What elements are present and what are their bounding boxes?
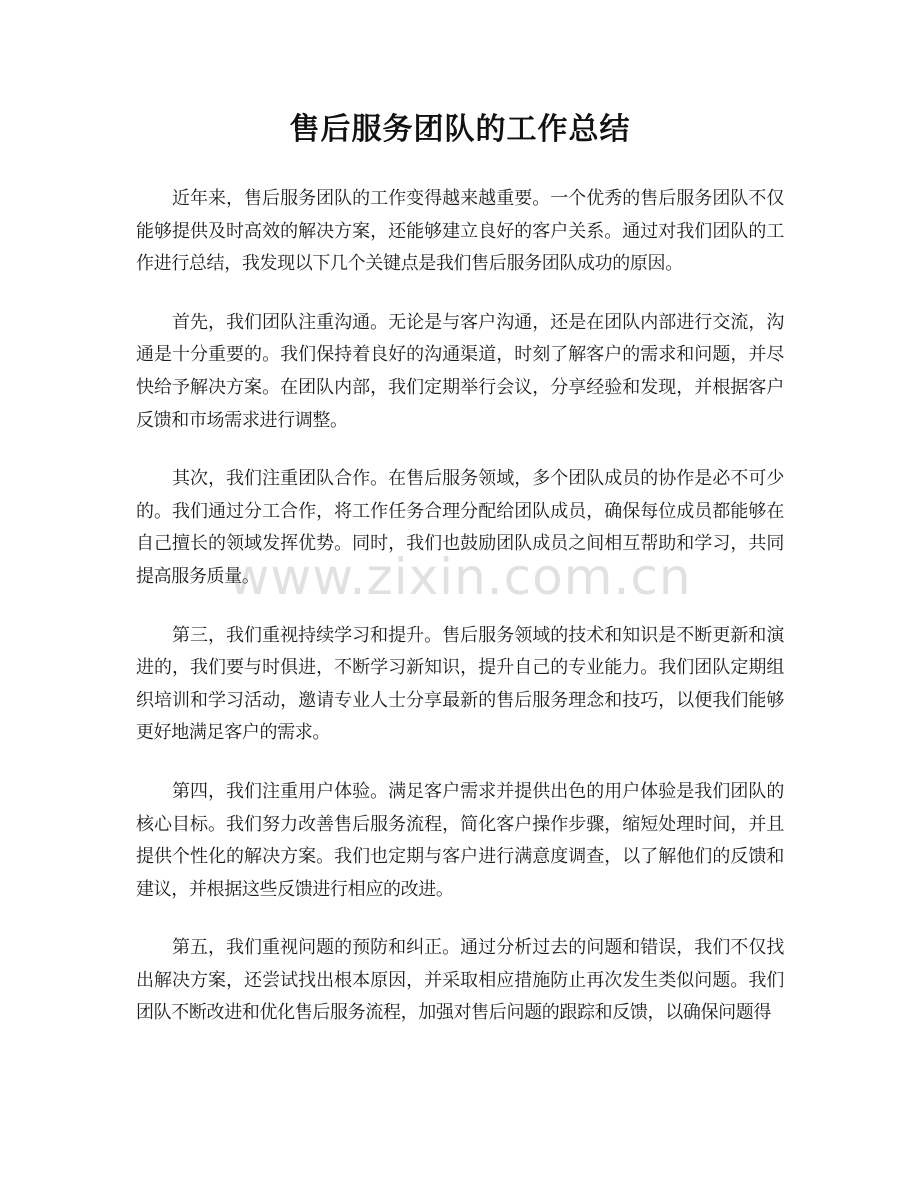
paragraph-learning: 第三，我们重视持续学习和提升。售后服务领域的技术和知识是不断更新和演进的，我们要与时俱进，不断学习新知识，提升自己的专业能力。我们团队定期组织培训和学习活动，邀请专业人士分享最新的售后服务理念和技巧，以便我们能够更好地满足客户的需求。 [136,624,784,744]
paragraph-prevention: 第五，我们重视问题的预防和纠正。通过分析过去的问题和错误，我们不仅找出解决方案，还尝试找出根本原因，并采取相应措施防止再次发生类似问题。我们团队不断改进和优化售后服务流程，加强对售后问题的跟踪和反馈，以确保问题得 [136,937,784,1024]
paragraph-intro: 近年来，售后服务团队的工作变得越来越重要。一个优秀的售后服务团队不仅能够提供及时高效的解决方案，还能够建立良好的客户关系。通过对我们团队的工作进行总结，我发现以下几个关键点是我们售后服务团队成功的原因。 [136,188,784,275]
paragraph-teamwork: 其次，我们注重团队合作。在售后服务领域，多个团队成员的协作是必不可少的。我们通过分工合作，将工作任务合理分配给团队成员，确保每位成员都能够在自己擅长的领域发挥优势。同时，我们也鼓励团队成员之间相互帮助和学习，共同提高服务质量。 [136,468,784,587]
paragraph-user-experience: 第四，我们注重用户体验。满足客户需求并提供出色的用户体验是我们团队的核心目标。我们努力改善售后服务流程，简化客户操作步骤，缩短处理时间，并且提供个性化的解决方案。我们也定期与客户进行满意度调查，以了解他们的反馈和建议，并根据这些反馈进行相应的改进。 [136,780,784,900]
watermark-text: www.zixin.com.cn [228,548,692,606]
document-title: 售后服务团队的工作总结 [289,112,631,147]
paragraph-communication: 首先，我们团队注重沟通。无论是与客户沟通，还是在团队内部进行交流，沟通是十分重要的。我们保持着良好的沟通渠道，时刻了解客户的需求和问题，并尽快给予解决方案。在团队内部，我们定期举行会议，分享经验和发现，并根据客户反馈和市场需求进行调整。 [136,311,784,431]
document-body [136,183,784,1056]
